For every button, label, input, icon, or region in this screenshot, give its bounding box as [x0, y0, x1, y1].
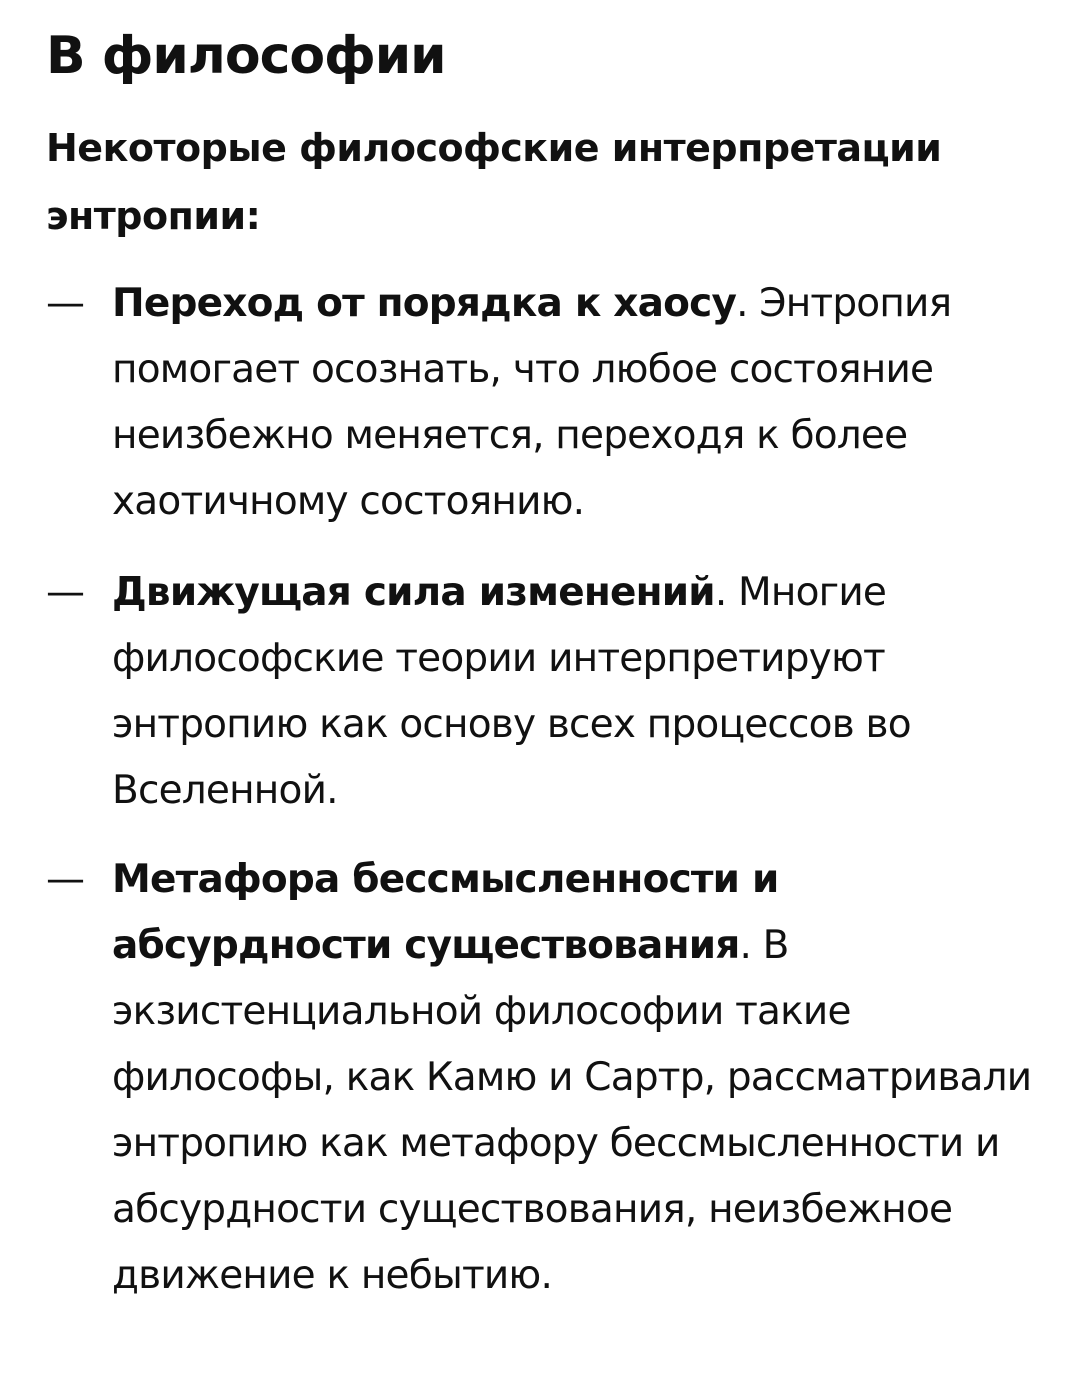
list-item [46, 271, 1056, 535]
item-text: . В экзистенциальной философии такие философы, как Камю и Сартр, рассматривали энтропию как метафору бессмысленности и абсурдности существования, неизбежное движение к небытию. [112, 923, 1032, 1298]
list-item [46, 847, 1056, 1309]
item-title: Метафора бессмысленности и абсурдности существования [112, 857, 779, 968]
list-item [46, 560, 1056, 824]
dash-bullet: — [46, 281, 85, 326]
dash-bullet: — [46, 570, 85, 615]
item-title: Переход от порядка к хаосу [112, 281, 737, 326]
dash-bullet: — [46, 857, 85, 902]
item-text: . Энтропия помогает осознать, что любое состояние неизбежно меняется, переходя к более хаотичному состоянию. [112, 281, 952, 524]
section-heading: В философии [46, 26, 446, 86]
item-title: Движущая сила изменений [112, 570, 715, 615]
intro-text: Некоторые философские интерпретации энтропии: [46, 126, 942, 238]
item-text: . Многие философские теории интерпретируют энтропию как основу всех процессов во Вселенной. [112, 570, 911, 813]
